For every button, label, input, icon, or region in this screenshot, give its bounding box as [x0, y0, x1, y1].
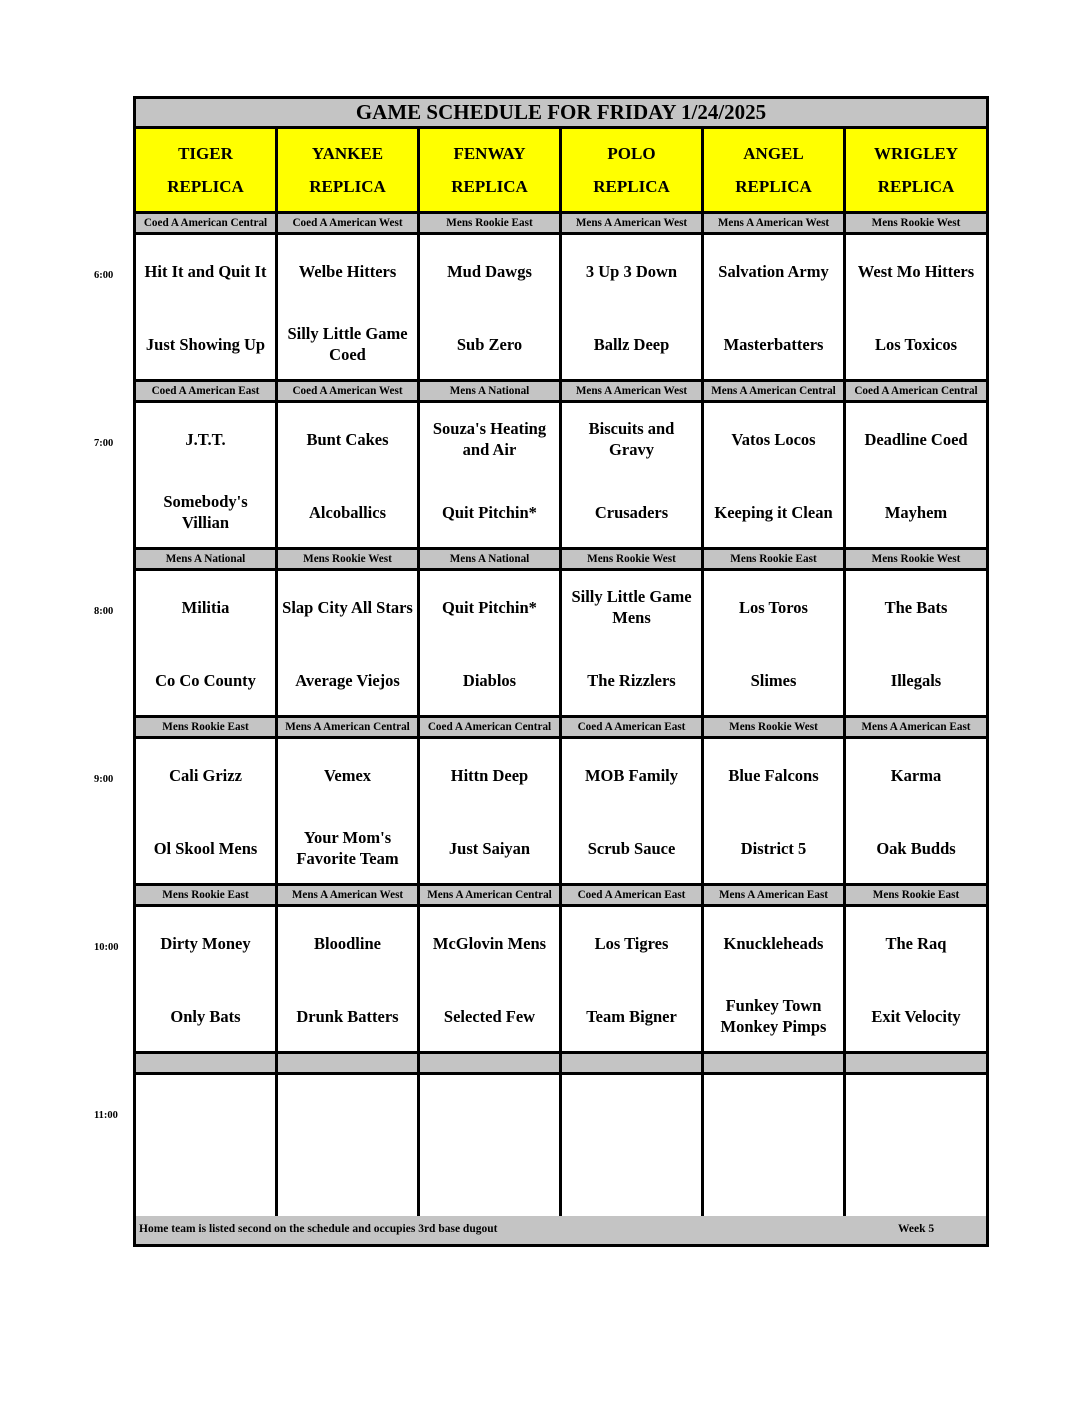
game-cell [278, 739, 420, 886]
division-label: Mens A American East [704, 886, 846, 907]
away-team: Salvation Army [718, 261, 829, 281]
away-team: Mud Dawgs [447, 261, 532, 281]
game-cell [562, 571, 704, 718]
division-label: Coed A American Central [136, 214, 278, 235]
game-cell [278, 1075, 420, 1222]
division-label [562, 1054, 704, 1075]
division-label: Mens A National [136, 550, 278, 571]
home-team: Quit Pitchin* [442, 502, 537, 522]
home-team: Ol Skool Mens [153, 838, 258, 858]
field-subtitle: REPLICA [451, 177, 528, 196]
schedule-sheet [133, 96, 989, 1247]
division-label: Mens Rookie West [704, 718, 846, 739]
home-team: Your Mom's Favorite Team [296, 828, 399, 868]
home-team: Exit Velocity [871, 1006, 961, 1026]
game-cell [846, 571, 986, 718]
home-team: Just Showing Up [145, 334, 266, 354]
home-team: District 5 [740, 838, 807, 858]
away-team: Cali Grizz [169, 765, 242, 785]
division-label: Mens A American West [704, 214, 846, 235]
home-team: Los Toxicos [874, 334, 958, 354]
division-label: Mens A American West [562, 214, 704, 235]
home-team: Just Saiyan [448, 838, 531, 858]
home-team: The Rizzlers [587, 670, 676, 690]
home-team: Masterbatters [723, 334, 824, 354]
division-label: Mens Rookie East [136, 886, 278, 907]
division-label: Mens A National [420, 382, 562, 403]
game-cell [704, 1075, 846, 1222]
away-team [136, 1078, 275, 1144]
home-team: Funkey Town Monkey Pimps [720, 996, 827, 1036]
division-label: Coed A American East [136, 382, 278, 403]
field-name: TIGER [178, 144, 233, 163]
field-subtitle: REPLICA [593, 177, 670, 196]
field-subtitle: REPLICA [877, 177, 955, 196]
game-cell [846, 907, 986, 1054]
home-team: Ballz Deep [593, 334, 670, 354]
division-label [704, 1054, 846, 1075]
away-team: Dirty Money [160, 933, 251, 953]
time-label: 9:00 [94, 774, 114, 785]
away-team [562, 1078, 701, 1144]
away-team [420, 1078, 559, 1144]
away-team [704, 1078, 843, 1144]
field-header [136, 129, 278, 214]
game-cell [420, 1075, 562, 1222]
away-team: Los Tigres [594, 933, 669, 953]
game-cell [704, 235, 846, 382]
home-team: Somebody's Villian [163, 492, 248, 532]
away-team: Los Toros [739, 597, 808, 617]
away-team: Welbe Hitters [298, 261, 397, 281]
time-label: 10:00 [94, 942, 119, 953]
game-cell [420, 571, 562, 718]
home-team [278, 1151, 417, 1217]
game-cell [136, 571, 278, 718]
game-cell [278, 571, 420, 718]
away-team: Vemex [323, 765, 372, 785]
division-label: Mens Rookie West [846, 550, 986, 571]
home-team [420, 1151, 559, 1217]
home-team: Scrub Sauce [587, 838, 676, 858]
time-label: 11:00 [94, 1110, 118, 1121]
game-cell [420, 907, 562, 1054]
field-subtitle: REPLICA [309, 177, 386, 196]
division-label: Coed A American Central [846, 382, 986, 403]
away-team: Bloodline [314, 933, 381, 953]
away-team: 3 Up 3 Down [585, 261, 678, 281]
field-name: FENWAY [453, 144, 526, 163]
field-name: YANKEE [311, 144, 384, 163]
game-cell [136, 907, 278, 1054]
field-name: WRIGLEY [873, 144, 959, 163]
away-team: J.T.T. [185, 429, 226, 449]
division-label: Mens Rookie East [846, 886, 986, 907]
division-label: Mens Rookie West [278, 550, 420, 571]
time-label: 6:00 [94, 270, 114, 281]
game-cell [136, 739, 278, 886]
away-team: Slap City All Stars [282, 597, 413, 617]
game-cell [704, 907, 846, 1054]
division-label: Mens Rookie East [704, 550, 846, 571]
division-label: Mens A American West [278, 886, 420, 907]
away-team [278, 1078, 417, 1144]
home-team: Diablos [462, 670, 517, 690]
away-team: Hittn Deep [450, 765, 529, 785]
home-team [704, 1151, 843, 1217]
field-header [704, 129, 846, 214]
home-team: Silly Little Game Coed [287, 324, 408, 364]
field-name: POLO [607, 144, 656, 163]
home-team: Keeping it Clean [714, 502, 833, 522]
away-team: Silly Little Game Mens [571, 587, 692, 627]
game-cell [278, 403, 420, 550]
division-label [136, 1054, 278, 1075]
home-team: Illegals [890, 670, 942, 690]
time-label: 8:00 [94, 606, 114, 617]
home-team: Team Bigner [586, 1006, 677, 1026]
division-label: Mens A American Central [278, 718, 420, 739]
game-cell [420, 403, 562, 550]
game-cell [562, 235, 704, 382]
away-team: McGlovin Mens [432, 933, 547, 953]
away-team: The Raq [885, 933, 947, 953]
home-team: Sub Zero [456, 334, 523, 354]
game-cell [846, 739, 986, 886]
away-team: Knuckleheads [723, 933, 824, 953]
home-team: Slimes [750, 670, 797, 690]
division-label [420, 1054, 562, 1075]
field-header [278, 129, 420, 214]
game-cell [846, 1075, 986, 1222]
home-team: Only Bats [170, 1006, 241, 1026]
away-team: Hit It and Quit It [144, 261, 267, 281]
home-team: Average Viejos [295, 670, 400, 690]
away-team: Bunt Cakes [306, 429, 389, 449]
away-team: Deadline Coed [864, 429, 968, 449]
division-label: Mens A American West [562, 382, 704, 403]
game-cell [562, 403, 704, 550]
away-team [846, 1078, 986, 1144]
home-team: Oak Budds [876, 838, 956, 858]
game-cell [420, 739, 562, 886]
division-label: Coed A American East [562, 718, 704, 739]
time-label: 7:00 [94, 438, 114, 449]
field-subtitle: REPLICA [735, 177, 812, 196]
field-header [846, 129, 986, 214]
game-cell [846, 403, 986, 550]
week-label: Week 5 [898, 1223, 935, 1235]
field-header [562, 129, 704, 214]
away-team: West Mo Hitters [857, 261, 975, 281]
home-team: Drunk Batters [296, 1006, 399, 1026]
home-team [136, 1151, 275, 1217]
division-label: Mens A American Central [704, 382, 846, 403]
game-cell [136, 403, 278, 550]
page-title: GAME SCHEDULE FOR FRIDAY 1/24/2025 [136, 99, 986, 129]
home-team [562, 1151, 701, 1217]
game-cell [420, 235, 562, 382]
division-label: Mens A National [420, 550, 562, 571]
division-label: Coed A American Central [420, 718, 562, 739]
away-team: The Bats [884, 597, 948, 617]
home-team: Selected Few [443, 1006, 536, 1026]
game-cell [562, 739, 704, 886]
division-label: Coed A American East [562, 886, 704, 907]
game-cell [278, 235, 420, 382]
away-team: Quit Pitchin* [442, 597, 537, 617]
division-label: Mens Rookie East [420, 214, 562, 235]
footer-bar [136, 1216, 986, 1244]
division-label [278, 1054, 420, 1075]
game-cell [846, 235, 986, 382]
game-cell [704, 571, 846, 718]
game-cell [136, 1075, 278, 1222]
division-label: Mens A American East [846, 718, 986, 739]
game-cell [704, 403, 846, 550]
division-label: Mens Rookie West [562, 550, 704, 571]
away-team: Biscuits and Gravy [588, 419, 675, 459]
game-cell [562, 907, 704, 1054]
division-label [846, 1054, 986, 1075]
field-header [420, 129, 562, 214]
division-label: Coed A American West [278, 382, 420, 403]
home-team: Alcoballics [309, 502, 386, 522]
away-team: Militia [181, 597, 230, 617]
game-cell [136, 235, 278, 382]
away-team: Blue Falcons [728, 765, 819, 785]
division-label: Mens A American Central [420, 886, 562, 907]
home-team [846, 1151, 986, 1217]
game-cell [562, 1075, 704, 1222]
away-team: MOB Family [584, 765, 679, 785]
home-team: Mayhem [884, 502, 948, 522]
home-team: Crusaders [594, 502, 669, 522]
away-team: Vatos Locos [731, 429, 816, 449]
home-team: Co Co County [155, 670, 256, 690]
division-label: Mens Rookie West [846, 214, 986, 235]
footer-note: Home team is listed second on the schedule and occupies 3rd base dugout [139, 1223, 498, 1235]
field-subtitle: REPLICA [167, 177, 244, 196]
game-cell [704, 739, 846, 886]
division-label: Coed A American West [278, 214, 420, 235]
division-label: Mens Rookie East [136, 718, 278, 739]
game-cell [278, 907, 420, 1054]
away-team: Souza's Heating and Air [432, 419, 547, 459]
away-team: Karma [890, 765, 942, 785]
field-name: ANGEL [743, 144, 804, 163]
